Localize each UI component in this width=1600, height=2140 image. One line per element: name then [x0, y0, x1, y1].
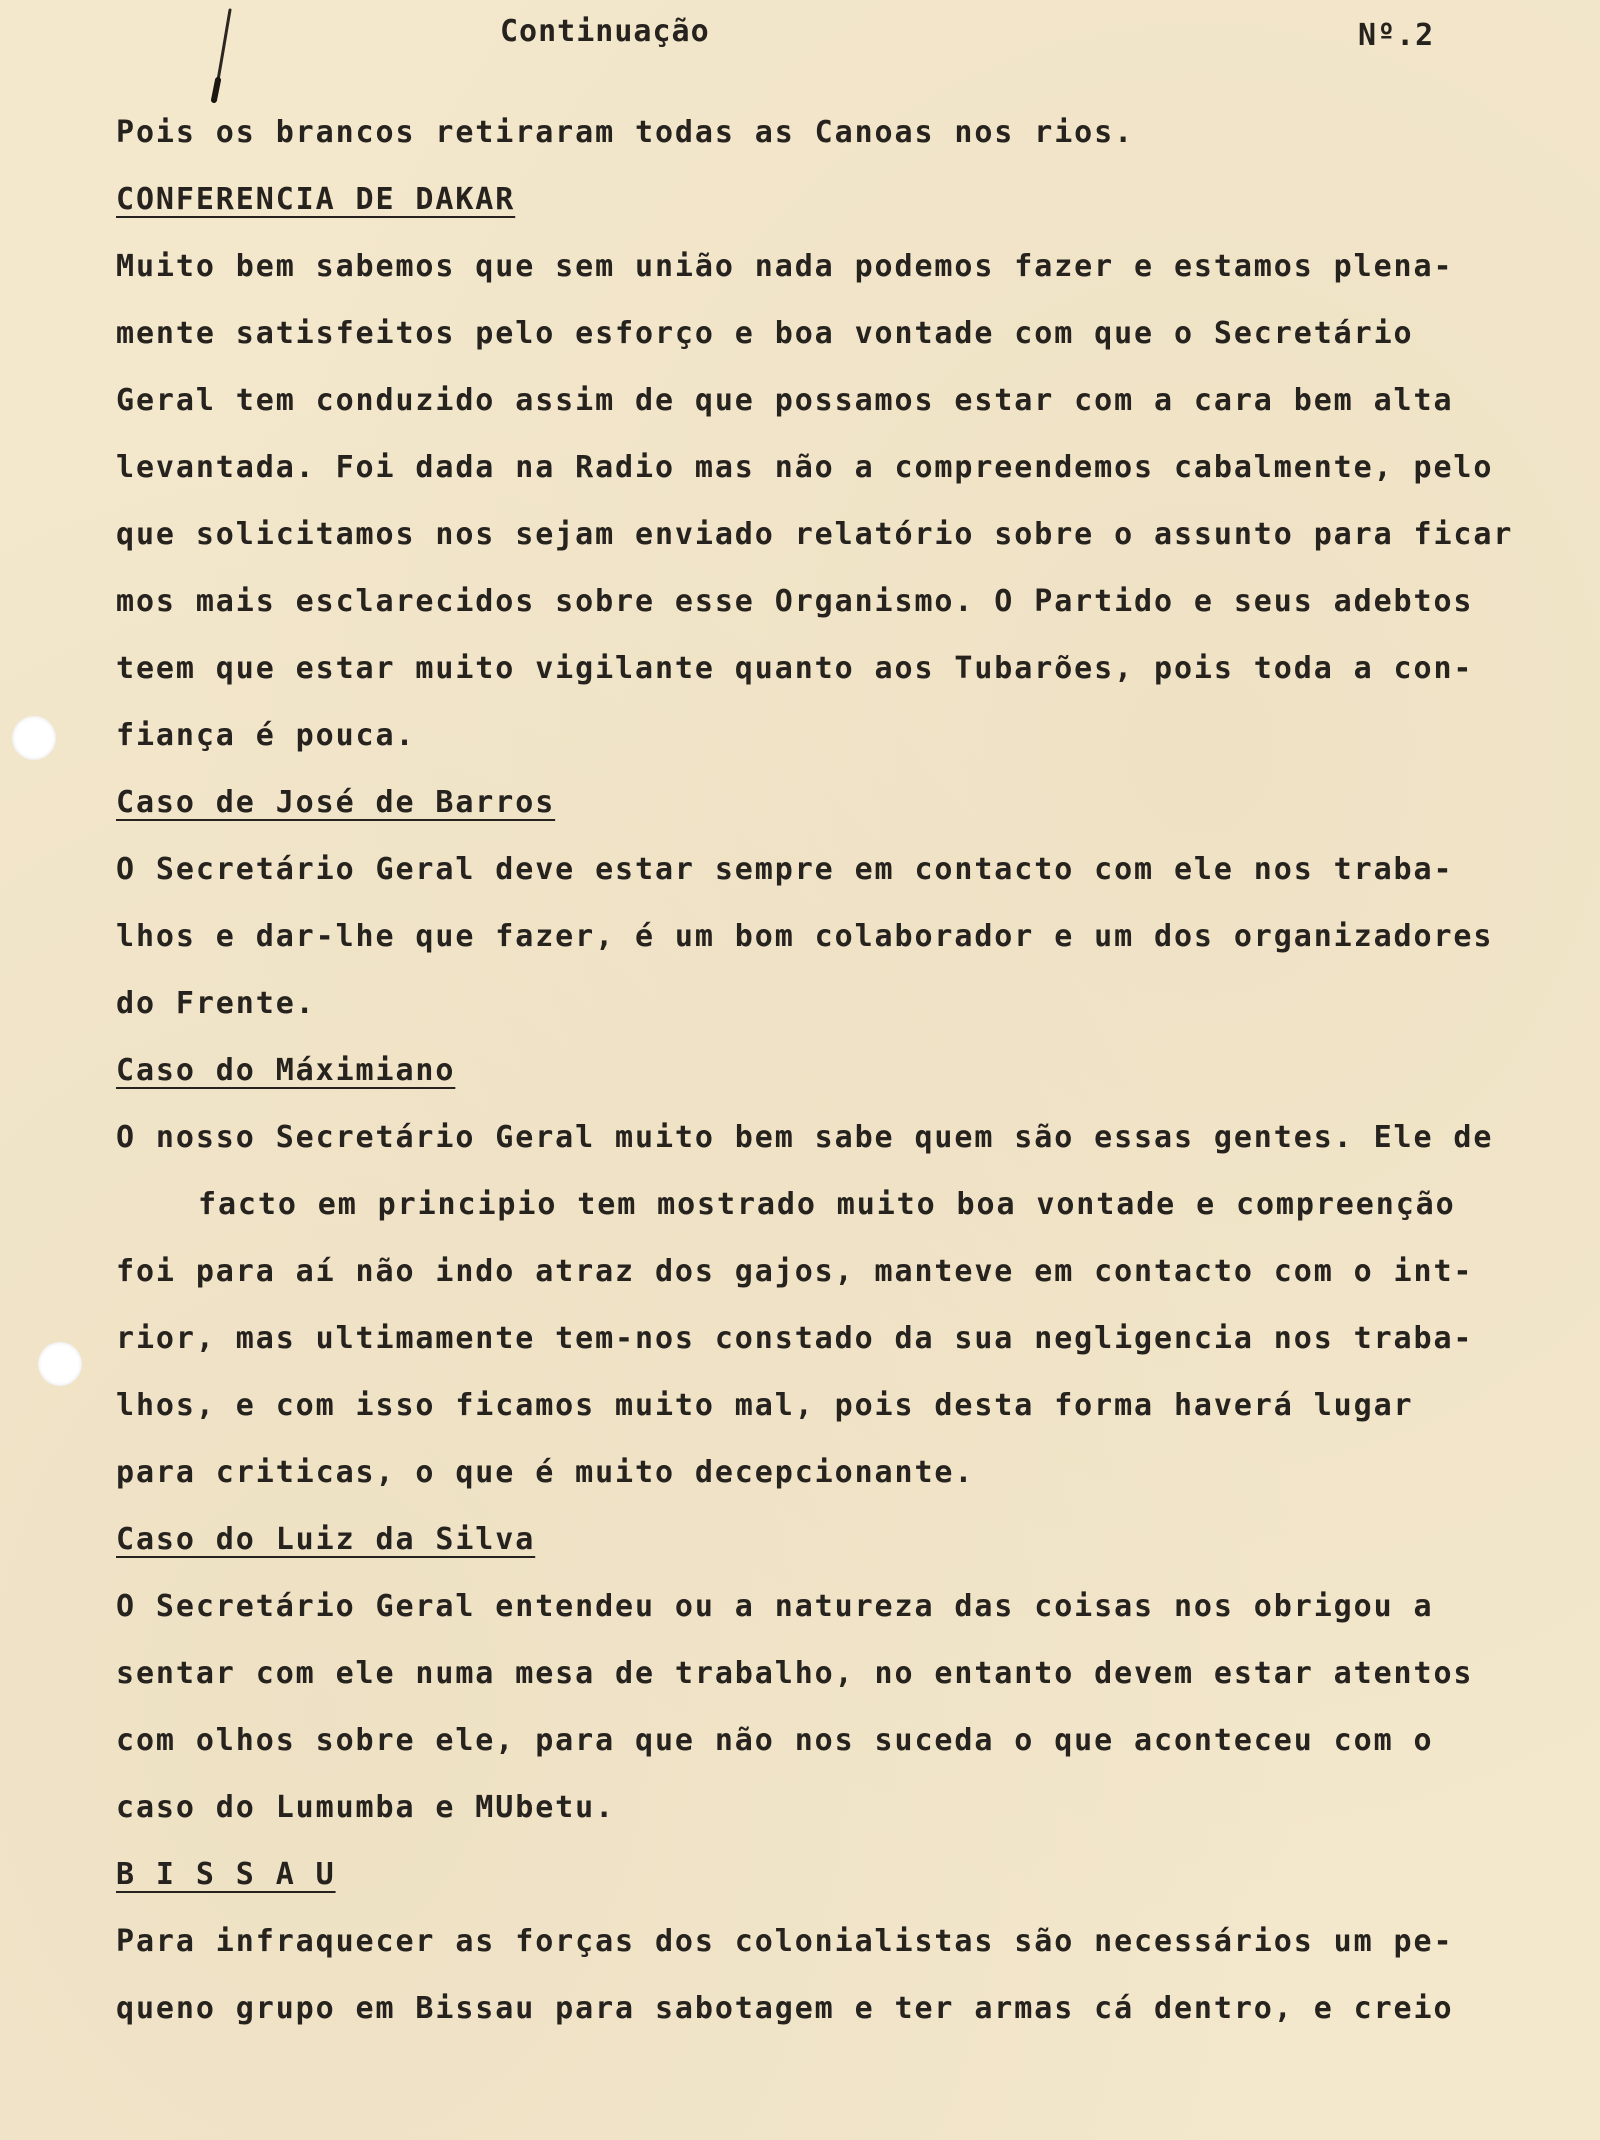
text-line: foi para aí não indo atraz dos gajos, manteve em contacto com o int- — [116, 1254, 1474, 1289]
section-heading-caso-luiz-da-silva: Caso do Luiz da Silva — [116, 1522, 536, 1557]
text-line: do Frente. — [116, 986, 316, 1021]
text-line: lhos, e com isso ficamos muito mal, pois desta forma haverá lugar — [116, 1388, 1414, 1423]
text-line: teem que estar muito vigilante quanto aos Tubarões, pois toda a con- — [116, 651, 1474, 686]
section-heading-bissau: B I S S A U — [116, 1857, 336, 1892]
text-line: mos mais esclarecidos sobre esse Organismo. O Partido e seus adebtos — [116, 584, 1474, 619]
text-line: Geral tem conduzido assim de que possamos estar com a cara bem alta — [116, 383, 1454, 418]
text-line: Para infraquecer as forças dos colonialistas são necessários um pe- — [116, 1924, 1454, 1959]
punch-hole-lower — [38, 1342, 82, 1386]
text-line: O Secretário Geral deve estar sempre em contacto com ele nos traba- — [116, 852, 1454, 887]
body-text — [116, 112, 1516, 2055]
section-heading-caso-jose-de-barros: Caso de José de Barros — [116, 785, 556, 820]
text-line: rior, mas ultimamente tem-nos constado da sua negligencia nos traba- — [116, 1321, 1474, 1356]
text-line: facto em principio tem mostrado muito boa vontade e compreenção — [198, 1187, 1456, 1222]
pen-stroke-mark — [200, 8, 240, 103]
page-number: Nº.2 — [1358, 18, 1435, 53]
text-line: O Secretário Geral entendeu ou a natureza das coisas nos obrigou a — [116, 1589, 1434, 1624]
text-line: queno grupo em Bissau para sabotagem e ter armas cá dentro, e creio — [116, 1991, 1454, 2026]
text-line: sentar com ele numa mesa de trabalho, no entanto devem estar atentos — [116, 1656, 1474, 1691]
text-line: Muito bem sabemos que sem união nada podemos fazer e estamos plena- — [116, 249, 1454, 284]
text-line: fiança é pouca. — [116, 718, 416, 753]
section-heading-caso-maximiano: Caso do Máximiano — [116, 1053, 456, 1088]
text-line: para criticas, o que é muito decepcionante. — [116, 1455, 975, 1490]
text-line: caso do Lumumba e MUbetu. — [116, 1790, 616, 1825]
text-line: com olhos sobre ele, para que não nos suceda o que aconteceu com o — [116, 1723, 1434, 1758]
text-line: O nosso Secretário Geral muito bem sabe quem são essas gentes. Ele de — [116, 1120, 1494, 1155]
text-line: Pois os brancos retiraram todas as Canoas nos rios. — [116, 115, 1135, 150]
text-line: levantada. Foi dada na Radio mas não a compreendemos cabalmente, pelo — [116, 450, 1494, 485]
punch-hole-upper — [12, 716, 56, 760]
text-line: lhos e dar-lhe que fazer, é um bom colaborador e um dos organizadores — [116, 919, 1494, 954]
header-title: Continuação — [500, 14, 710, 49]
text-line: que solicitamos nos sejam enviado relatório sobre o assunto para ficar — [116, 517, 1514, 552]
section-heading-conferencia-de-dakar: CONFERENCIA DE DAKAR — [116, 182, 516, 217]
text-line: mente satisfeitos pelo esforço e boa vontade com que o Secretário — [116, 316, 1414, 351]
